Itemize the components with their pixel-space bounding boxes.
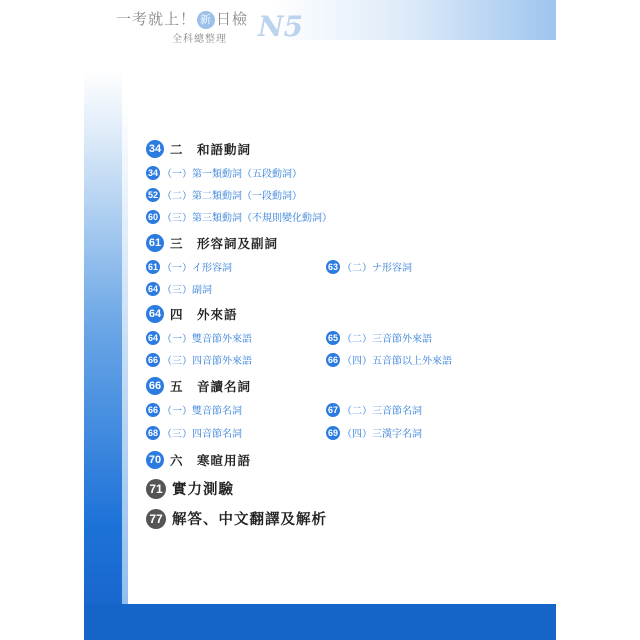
page-number-badge: 66 (147, 354, 158, 365)
book-subtitle: 全科總整理 (172, 34, 227, 45)
book-title-part1: 一考就上！ (116, 10, 197, 28)
toc-section[interactable] (146, 305, 238, 323)
item-title: （二）第二類動詞（一段動詞） (162, 191, 302, 202)
item-title: （二）ナ形容詞 (342, 263, 412, 274)
toc-item[interactable] (146, 330, 252, 345)
page-number-badge: 34 (146, 140, 164, 158)
section-title: 二 和語動詞 (170, 142, 252, 157)
toc-item[interactable] (146, 259, 232, 274)
toc-item[interactable] (146, 281, 212, 296)
toc-item[interactable] (146, 209, 332, 224)
page-number-badge: 66 (146, 377, 164, 395)
item-title: （一）雙音節名詞 (162, 406, 242, 417)
item-title: （四）五音節以上外來語 (342, 356, 452, 367)
new-badge: 新 (197, 11, 215, 29)
toc-section[interactable] (146, 140, 251, 158)
chapter-title: 解答、中文翻譯及解析 (172, 512, 327, 528)
running-header (116, 4, 336, 44)
toc-item[interactable] (146, 187, 302, 202)
page-number-badge: 68 (147, 427, 158, 438)
page-number-badge: 52 (147, 189, 158, 200)
page-number-badge: 61 (147, 261, 158, 272)
page-number-badge: 61 (146, 234, 164, 252)
chapter-title: 實力測驗 (172, 482, 234, 498)
toc-chapter[interactable] (146, 508, 327, 529)
page-number-badge: 69 (327, 427, 338, 438)
toc-item[interactable] (326, 259, 412, 274)
item-title: （一）第一類動詞（五段動詞） (162, 169, 302, 180)
toc-item[interactable] (146, 425, 242, 440)
page-number-badge: 70 (146, 451, 164, 469)
section-title: 三 形容詞及副詞 (170, 236, 279, 251)
book-title (116, 8, 248, 29)
toc-item[interactable] (326, 402, 422, 417)
item-title: （三）副詞 (162, 285, 212, 296)
toc-item[interactable] (326, 352, 452, 367)
page-number-badge: 77 (146, 509, 166, 529)
left-blue-band (84, 70, 122, 640)
page-number-badge: 67 (327, 404, 338, 415)
item-title: （三）四音節名詞 (162, 429, 242, 440)
toc-section[interactable] (146, 451, 251, 469)
item-title: （一）イ形容詞 (162, 263, 232, 274)
item-title: （四）三漢字名詞 (342, 429, 422, 440)
toc-chapter[interactable] (146, 478, 234, 499)
item-title: （一）雙音節外來語 (162, 334, 252, 345)
item-title: （三）四音節外來語 (162, 356, 252, 367)
page-number-badge: 65 (327, 332, 338, 343)
page-number-badge: 71 (146, 479, 166, 499)
toc-item[interactable] (326, 330, 432, 345)
left-light-band (122, 100, 128, 640)
toc-item[interactable] (146, 352, 252, 367)
page-number-badge: 66 (327, 354, 338, 365)
item-title: （二）三音節名詞 (342, 406, 422, 417)
book-title-part2: 日檢 (216, 10, 249, 28)
page-number-badge: 64 (147, 283, 158, 294)
n5-logo: N5 (258, 10, 304, 43)
page-number-badge: 64 (146, 305, 164, 323)
section-title: 四 外來語 (170, 307, 238, 322)
toc-item[interactable] (326, 425, 422, 440)
section-title: 六 寒暄用語 (170, 453, 252, 468)
item-title: （三）第三類動詞（不規則變化動詞） (162, 213, 332, 224)
page-number-badge: 64 (147, 332, 158, 343)
toc-item[interactable] (146, 402, 242, 417)
section-title: 五 音讀名詞 (170, 379, 252, 394)
item-title: （二）三音節外來語 (342, 334, 432, 345)
toc-section[interactable] (146, 377, 251, 395)
page-number-badge: 34 (147, 167, 158, 178)
page-number-badge: 60 (147, 211, 158, 222)
bottom-blue-band (84, 604, 556, 640)
toc-section[interactable] (146, 234, 278, 252)
toc-item[interactable] (146, 165, 302, 180)
book-page (84, 0, 556, 640)
page-number-badge: 63 (327, 261, 338, 272)
page-number-badge: 66 (147, 404, 158, 415)
